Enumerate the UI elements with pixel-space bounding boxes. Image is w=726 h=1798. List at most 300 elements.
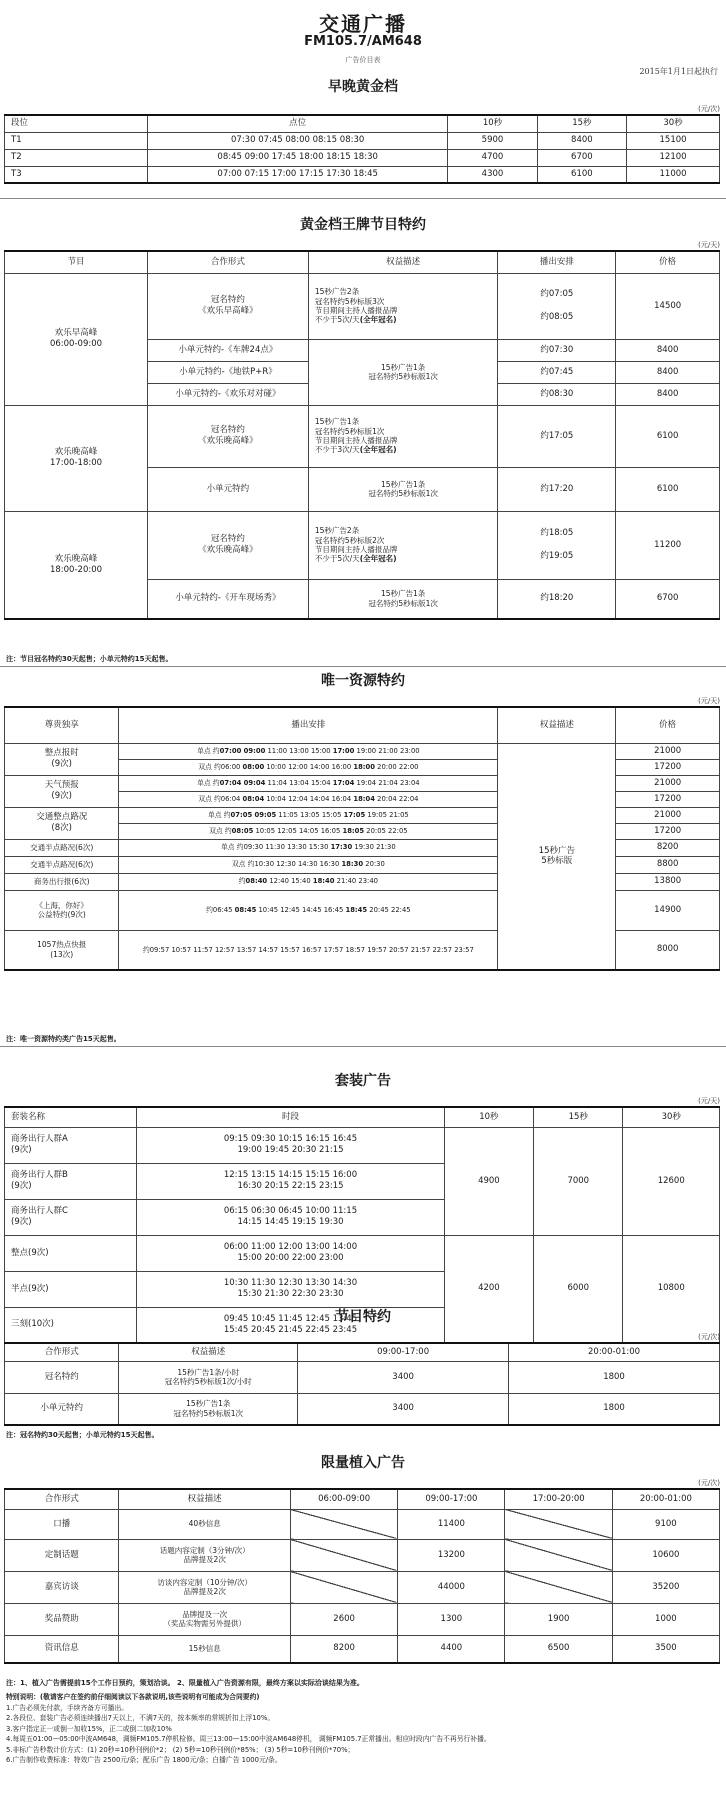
header-cell: 价格 bbox=[616, 707, 720, 743]
header-cell: 合作形式 bbox=[148, 251, 309, 273]
header-cell: 20:00-01:00 bbox=[612, 1489, 719, 1509]
schedule-line: 约08:05 bbox=[540, 312, 574, 322]
resource-name: 《上海，你好》 bbox=[35, 900, 88, 910]
price-cell: 13200 bbox=[398, 1539, 505, 1571]
schedule-cell bbox=[119, 775, 498, 791]
t: 双点 约 bbox=[209, 826, 232, 835]
document-name: 广告价目表 bbox=[345, 56, 381, 64]
t: 19:05 21:05 bbox=[365, 810, 409, 819]
section-title-packages: 套装广告 bbox=[335, 1073, 391, 1089]
price-cell: 4400 bbox=[398, 1635, 505, 1663]
schedule-cell: 约17:20 bbox=[498, 467, 616, 511]
form-cell: 小单元特约-《地铁P+R》 bbox=[148, 361, 309, 383]
benefit-highlight: (全年冠名) bbox=[359, 315, 397, 325]
section-divider bbox=[0, 1046, 726, 1047]
unit-label: (元/天) bbox=[698, 241, 720, 249]
row-cell: 8400 bbox=[537, 132, 626, 149]
row-cell: 5900 bbox=[448, 132, 537, 149]
t: 20:45 22:45 bbox=[367, 905, 411, 914]
section-divider bbox=[0, 666, 726, 667]
t: 18:00 bbox=[353, 762, 375, 771]
resource-name-cell bbox=[5, 890, 119, 930]
price-cell: 17200 bbox=[616, 823, 720, 839]
form-line: 冠名特约 bbox=[210, 534, 245, 545]
resource-name: 天气预报 bbox=[44, 780, 79, 791]
benefit-text: 不少于3次/天 bbox=[314, 445, 360, 455]
effective-date: 2015年1月1日起执行 bbox=[639, 67, 718, 76]
program-time: 17:00-18:00 bbox=[49, 458, 103, 468]
form-cell bbox=[148, 511, 309, 579]
t: 21:40 23:40 bbox=[334, 877, 378, 886]
resource-name-cell: 交通半点路况(6次) bbox=[5, 856, 119, 873]
table-row bbox=[5, 1509, 720, 1539]
t: 10:45 12:45 14:45 16:45 bbox=[256, 905, 346, 914]
t: 20:00 22:00 bbox=[374, 762, 419, 771]
price-cell: 10600 bbox=[612, 1539, 719, 1571]
slot-cell bbox=[137, 1163, 444, 1199]
resource-name-cell bbox=[5, 807, 119, 839]
schedule-line: 约19:05 bbox=[540, 551, 574, 561]
t: 08:45 bbox=[234, 905, 257, 914]
header-cell: 权益描述 bbox=[119, 1343, 298, 1361]
resource-count: (13次) bbox=[50, 949, 74, 959]
price-cell: 6500 bbox=[505, 1635, 612, 1663]
table-row bbox=[5, 1635, 720, 1663]
schedule-cell bbox=[119, 743, 498, 759]
t: 10:05 12:05 14:05 16:05 bbox=[253, 826, 343, 835]
benefit-highlight: (全年冠名) bbox=[359, 445, 397, 455]
notes-line: 2.各段位、套装广告必须连续播出7天以上，不满7天的，按本频率的常规折扣上浮10%。 bbox=[6, 1714, 275, 1723]
row-cell: T3 bbox=[5, 166, 148, 183]
header-cell: 时段 bbox=[137, 1107, 444, 1127]
prime-time-table bbox=[4, 114, 720, 184]
unavailable-cell bbox=[290, 1539, 397, 1571]
package-name-cell: 三刻(10次) bbox=[5, 1307, 137, 1343]
form-cell bbox=[148, 273, 309, 339]
table-row bbox=[5, 1127, 720, 1163]
slot-cell bbox=[137, 1127, 444, 1163]
slot-line: 14:15 14:45 19:15 19:30 bbox=[237, 1217, 344, 1227]
t: 08:00 bbox=[242, 762, 265, 771]
header-cell: 播出安排 bbox=[498, 251, 616, 273]
slot-cell bbox=[137, 1271, 444, 1307]
t: 11:04 13:04 15:04 bbox=[265, 778, 333, 787]
table-row bbox=[5, 1361, 720, 1393]
price-cell: 8400 bbox=[616, 339, 720, 361]
notes-line: 1.广告必须先付款，手续齐备方可播出。 bbox=[6, 1703, 129, 1712]
form-cell: 小单元特约 bbox=[5, 1393, 119, 1425]
table-header-row bbox=[5, 251, 720, 273]
benefit-cell bbox=[119, 1539, 291, 1571]
header-cell: 权益描述 bbox=[119, 1489, 291, 1509]
benefit-line: 15秒广告2条 bbox=[314, 526, 360, 536]
table-row bbox=[5, 405, 720, 467]
section-note: 注：冠名特约30天起售；小单元特约15天起售。 bbox=[6, 1431, 159, 1439]
price-cell: 17200 bbox=[616, 791, 720, 807]
resource-count: (9次) bbox=[51, 759, 72, 769]
benefit-text: 不少于5次/天 bbox=[314, 315, 360, 325]
row-cell: 4300 bbox=[448, 166, 537, 183]
resource-name: 1057热点快报 bbox=[37, 940, 87, 950]
header-cell: 10秒 bbox=[448, 115, 537, 132]
resource-name: 交通整点路况 bbox=[36, 812, 88, 823]
header-cell: 段位 bbox=[5, 115, 148, 132]
row-cell: 6700 bbox=[537, 149, 626, 166]
section-note: 注：唯一资源特约类广告15天起售。 bbox=[6, 1035, 121, 1043]
price-cell: 12600 bbox=[623, 1127, 720, 1235]
t: 12:40 15:40 bbox=[267, 877, 313, 886]
benefit-line: 节目期间主持人播报品牌 bbox=[314, 545, 398, 554]
section-title-prime-time: 早晚黄金档 bbox=[328, 79, 398, 95]
form-cell: 嘉宾访谈 bbox=[5, 1571, 119, 1603]
benefit-line: 访谈内容定制（10分钟/次） bbox=[157, 1577, 252, 1587]
form-line: 《欢乐早高峰》 bbox=[198, 306, 258, 316]
package-name-cell bbox=[5, 1163, 137, 1199]
benefit-line: 15秒广告1条 bbox=[186, 1399, 231, 1409]
t: 08:05 bbox=[231, 826, 254, 835]
benefit-line: 15秒广告1条 bbox=[314, 417, 360, 427]
benefit-line: 15秒广告1条/小时 bbox=[177, 1367, 240, 1377]
unavailable-cell bbox=[290, 1571, 397, 1603]
header-cell: 套装名称 bbox=[5, 1107, 137, 1127]
slot-line: 15:45 20:45 21:45 22:45 23:45 bbox=[223, 1324, 358, 1335]
price-cell: 8400 bbox=[616, 361, 720, 383]
price-cell: 1800 bbox=[509, 1393, 720, 1425]
t: 单点 约 bbox=[207, 810, 231, 819]
program-cell bbox=[5, 273, 148, 405]
t: 约 bbox=[238, 877, 246, 886]
t: 19:00 21:00 23:00 bbox=[354, 746, 420, 755]
section-note: 注：节目冠名特约30天起售；小单元特约15天起售。 bbox=[6, 655, 173, 663]
header-cell: 权益描述 bbox=[308, 251, 497, 273]
table-row bbox=[5, 743, 720, 759]
package-count: (9次) bbox=[11, 1145, 32, 1155]
schedule-cell bbox=[119, 856, 498, 873]
program-sponsorship-table bbox=[4, 250, 720, 620]
schedule-cell bbox=[119, 759, 498, 775]
form-cell bbox=[148, 405, 309, 467]
notes-line: 5.非标广告秒数计价方式：(1) 20秒=10秒刊例价*2； (2) 5秒=10秒刊例价*85%； (3) 5秒=10秒刊例价*70%； bbox=[6, 1745, 355, 1754]
benefit-line bbox=[315, 554, 495, 563]
benefit-line: 冠名特约5秒标版1次/小时 bbox=[164, 1377, 252, 1386]
header-cell: 节目 bbox=[5, 251, 148, 273]
t: 18:04 bbox=[353, 794, 375, 803]
form-cell: 奖品赞助 bbox=[5, 1603, 119, 1635]
schedule-cell bbox=[119, 807, 498, 823]
benefit-line: 冠名特约5秒标版2次 bbox=[314, 535, 385, 545]
form-line: 冠名特约 bbox=[210, 425, 245, 436]
price-cell: 10800 bbox=[623, 1235, 720, 1343]
table-header-row bbox=[5, 115, 720, 132]
header-cell: 15秒 bbox=[537, 115, 626, 132]
slot-cell bbox=[137, 1235, 444, 1271]
price-cell: 6700 bbox=[616, 579, 720, 619]
row-cell: 11000 bbox=[627, 166, 720, 183]
row-cell: T2 bbox=[5, 149, 148, 166]
header-cell: 15秒 bbox=[534, 1107, 623, 1127]
t: 11:05 13:05 15:05 bbox=[276, 810, 344, 819]
benefit-line: 冠名特约5秒标版1次 bbox=[314, 426, 385, 436]
benefit-line: （奖品实物需另外提供） bbox=[163, 1619, 246, 1628]
unavailable-cell bbox=[290, 1509, 397, 1539]
slot-line: 09:15 09:30 10:15 16:15 16:45 bbox=[223, 1134, 358, 1145]
notes-line: 6.广告制作收费标准：特效广告 2500元/条；配乐广告 1800元/条；白播广告 1000元/条。 bbox=[6, 1756, 282, 1765]
resource-name-cell bbox=[5, 930, 119, 970]
price-cell: 8200 bbox=[616, 839, 720, 856]
slot-line: 09:45 10:45 11:45 12:45 13:45 bbox=[223, 1314, 358, 1325]
header-cell: 尊贵独享 bbox=[5, 707, 119, 743]
resource-name-cell bbox=[5, 743, 119, 775]
benefit-line: 品牌提及一次 bbox=[182, 1609, 228, 1619]
package-count: (9次) bbox=[11, 1217, 32, 1227]
benefit-line: 品牌提及2次 bbox=[183, 1555, 226, 1564]
price-cell: 1800 bbox=[509, 1361, 720, 1393]
section-note: 注：1、植入广告需提前15个工作日预约，策划洽谈。 2、限量植入广告资源有限，最终方案以实际洽谈结果为准。 bbox=[6, 1679, 364, 1687]
table-row bbox=[5, 1393, 720, 1425]
benefit-line: 品牌提及2次 bbox=[183, 1587, 226, 1596]
program-cell bbox=[5, 511, 148, 619]
benefit-line: 15秒广告1条 bbox=[380, 589, 426, 599]
price-cell: 44000 bbox=[398, 1571, 505, 1603]
benefit-line: 15秒广告2条 bbox=[314, 287, 360, 297]
table-row bbox=[5, 273, 720, 339]
benefit-line: 节目期间主持人播报品牌 bbox=[314, 306, 398, 315]
price-cell: 1900 bbox=[505, 1603, 612, 1635]
notes-title: 特别说明：(敬请客户在签约前仔细阅读以下各款说明,该些说明有可能成为合同要约) bbox=[6, 1693, 260, 1701]
price-cell: 21000 bbox=[616, 807, 720, 823]
t: 约06:45 bbox=[206, 905, 235, 914]
header-cell: 06:00-09:00 bbox=[290, 1489, 397, 1509]
unit-label: (元/次) bbox=[698, 105, 720, 113]
product-placement-table bbox=[4, 1488, 720, 1664]
package-name: 商务出行人群B bbox=[11, 1170, 68, 1181]
t: 17:00 bbox=[332, 746, 355, 755]
resource-count: (9次) bbox=[51, 791, 72, 801]
benefit-line: 冠名特约5秒标版3次 bbox=[314, 296, 385, 306]
t: 单点 约 bbox=[197, 778, 220, 787]
t: 单点 约 bbox=[197, 746, 220, 755]
header-cell: 价格 bbox=[616, 251, 720, 273]
slot-line: 15:00 20:00 22:00 23:00 bbox=[237, 1253, 344, 1263]
table-row bbox=[5, 1603, 720, 1635]
price-cell: 35200 bbox=[612, 1571, 719, 1603]
benefit-line: 15秒广告1条 bbox=[380, 362, 426, 372]
benefit-cell bbox=[119, 1603, 291, 1635]
row-cell: 15100 bbox=[627, 132, 720, 149]
price-cell: 6000 bbox=[534, 1235, 623, 1343]
row-cell: 4700 bbox=[448, 149, 537, 166]
t: 10:00 12:00 14:00 16:00 bbox=[264, 762, 354, 771]
form-line: 《欢乐晚高峰》 bbox=[198, 436, 258, 446]
benefit-line bbox=[315, 445, 495, 454]
section-title-product-placement: 限量植入广告 bbox=[321, 1455, 405, 1471]
t: 18:30 bbox=[341, 860, 364, 869]
benefit-cell bbox=[498, 743, 616, 970]
header-cell: 播出安排 bbox=[119, 707, 498, 743]
unit-label: (元/次) bbox=[698, 1479, 720, 1487]
section-divider bbox=[0, 198, 726, 199]
section-title-exclusive: 唯一资源特约 bbox=[321, 673, 405, 689]
header-cell: 30秒 bbox=[627, 115, 720, 132]
section-title-program-special: 节目特约 bbox=[335, 1309, 391, 1325]
t: 07:05 09:05 bbox=[230, 810, 277, 819]
price-cell: 21000 bbox=[616, 775, 720, 791]
price-cell: 8000 bbox=[616, 930, 720, 970]
benefit-line: 冠名特约5秒标版1次 bbox=[173, 1408, 244, 1418]
schedule-cell bbox=[498, 273, 616, 339]
t: 17:05 bbox=[343, 810, 366, 819]
program-special-table bbox=[4, 1342, 720, 1426]
schedule-cell: 约07:45 bbox=[498, 361, 616, 383]
benefit-line: 15秒广告 bbox=[538, 845, 575, 856]
form-cell: 小单元特约 bbox=[148, 467, 309, 511]
form-cell: 小单元特约-《开车现场秀》 bbox=[148, 579, 309, 619]
t: 17:04 bbox=[332, 778, 355, 787]
benefit-line: 话题内容定制（3分钟/次） bbox=[159, 1545, 250, 1555]
header-cell: 合作形式 bbox=[5, 1489, 119, 1509]
benefit-line: 节目期间主持人播报品牌 bbox=[314, 436, 398, 445]
resource-name-cell bbox=[5, 775, 119, 807]
form-cell: 小单元特约-《欢乐对对碰》 bbox=[148, 383, 309, 405]
schedule-cell: 约07:30 bbox=[498, 339, 616, 361]
header-cell: 权益描述 bbox=[498, 707, 616, 743]
header-cell: 09:00-17:00 bbox=[398, 1489, 505, 1509]
table-row bbox=[5, 511, 720, 579]
unit-label: (元/天) bbox=[698, 697, 720, 705]
price-cell: 3500 bbox=[612, 1635, 719, 1663]
t: 单点 约09:30 11:30 13:30 15:30 bbox=[221, 843, 331, 852]
t: 17:30 bbox=[330, 843, 353, 852]
t: 18:40 bbox=[312, 877, 335, 886]
price-cell: 4200 bbox=[444, 1235, 533, 1343]
resource-count: 公益特约(9次) bbox=[37, 910, 86, 919]
form-line: 《欢乐晚高峰》 bbox=[198, 545, 258, 555]
slot-line: 16:30 20:15 22:15 23:15 bbox=[237, 1181, 344, 1191]
schedule-line: 约18:05 bbox=[540, 528, 574, 539]
price-cell: 14900 bbox=[616, 890, 720, 930]
price-cell: 6100 bbox=[616, 405, 720, 467]
price-cell: 21000 bbox=[616, 743, 720, 759]
package-name-cell bbox=[5, 1127, 137, 1163]
table-header-row bbox=[5, 1489, 720, 1509]
header-cell: 合作形式 bbox=[5, 1343, 119, 1361]
t: 双点 约06:04 bbox=[198, 794, 243, 803]
price-cell: 3400 bbox=[298, 1361, 509, 1393]
resource-name-cell: 交通半点路况(6次) bbox=[5, 839, 119, 856]
benefit-line: 5秒标版 bbox=[541, 856, 573, 867]
t: 19:30 21:30 bbox=[352, 843, 396, 852]
row-cell: 07:30 07:45 08:00 08:15 08:30 bbox=[148, 132, 448, 149]
table-row bbox=[5, 1571, 720, 1603]
price-cell: 8400 bbox=[616, 383, 720, 405]
t: 08:04 bbox=[242, 794, 265, 803]
package-name-cell: 半点(9次) bbox=[5, 1271, 137, 1307]
price-cell: 11400 bbox=[398, 1509, 505, 1539]
unavailable-cell bbox=[505, 1571, 612, 1603]
t: 19:04 21:04 23:04 bbox=[354, 778, 420, 787]
benefit-line: 冠名特约5秒标版1次 bbox=[368, 598, 438, 608]
price-cell: 2600 bbox=[290, 1603, 397, 1635]
price-cell: 1000 bbox=[612, 1603, 719, 1635]
resource-name: 整点报时 bbox=[44, 748, 79, 759]
notes-line: 3.客户指定正一或倒一加收15%，正二或倒二加收10% bbox=[6, 1724, 172, 1733]
schedule-cell bbox=[119, 890, 498, 930]
benefit-line bbox=[315, 315, 495, 324]
benefit-cell bbox=[308, 273, 497, 339]
package-name-cell bbox=[5, 1199, 137, 1235]
price-cell: 1300 bbox=[398, 1603, 505, 1635]
schedule-cell bbox=[119, 839, 498, 856]
exclusive-resource-table bbox=[4, 706, 720, 971]
package-name: 商务出行人群C bbox=[11, 1206, 68, 1217]
t: 20:30 bbox=[363, 860, 385, 869]
form-cell: 口播 bbox=[5, 1509, 119, 1539]
section-title-program-sponsorship: 黄金档王牌节目特约 bbox=[300, 217, 426, 233]
program-name: 欢乐早高峰 bbox=[54, 328, 98, 339]
package-name: 商务出行人群A bbox=[11, 1134, 68, 1145]
slot-line: 12:15 13:15 14:15 15:15 16:00 bbox=[223, 1170, 358, 1181]
table-row bbox=[5, 166, 720, 183]
benefit-cell bbox=[308, 339, 497, 405]
benefit-line: 冠名特约5秒标版1次 bbox=[368, 489, 438, 498]
benefit-cell bbox=[119, 1571, 291, 1603]
table-header-row bbox=[5, 707, 720, 743]
station-frequency: FM105.7/AM648 bbox=[304, 34, 422, 49]
header-cell: 10秒 bbox=[444, 1107, 533, 1127]
benefit-cell bbox=[119, 1361, 298, 1393]
benefit-cell: 15秒信息 bbox=[119, 1635, 291, 1663]
form-line: 冠名特约 bbox=[210, 295, 245, 306]
row-cell: T1 bbox=[5, 132, 148, 149]
table-row bbox=[5, 1235, 720, 1271]
price-cell: 3400 bbox=[298, 1393, 509, 1425]
benefit-cell: 40秒信息 bbox=[119, 1509, 291, 1539]
schedule-cell bbox=[119, 873, 498, 890]
schedule-cell: 约17:05 bbox=[498, 405, 616, 467]
benefit-cell bbox=[308, 405, 497, 467]
program-time: 06:00-09:00 bbox=[49, 339, 103, 349]
schedule-line: 约07:05 bbox=[540, 289, 574, 300]
t: 18:05 bbox=[342, 826, 365, 835]
benefit-line: 15秒广告1条 bbox=[380, 479, 426, 489]
price-cell: 4900 bbox=[444, 1127, 533, 1235]
header-cell: 09:00-17:00 bbox=[298, 1343, 509, 1361]
schedule-cell: 约09:57 10:57 11:57 12:57 13:57 14:57 15:57 16:57 17:57 18:57 19:57 20:57 21:57 22:57 23:57 bbox=[119, 930, 498, 970]
row-cell: 6100 bbox=[537, 166, 626, 183]
price-cell: 6100 bbox=[616, 467, 720, 511]
notes-line: 4.每周五01:00—05:00中波AM648，调频FM105.7停机检修。周三13:00—15:00中波AM648停机， 调频FM105.7正常播出。相应时段内广告不再另行补播。 bbox=[6, 1735, 491, 1744]
slot-line: 15:30 21:30 22:30 23:30 bbox=[237, 1289, 344, 1299]
program-name: 欢乐晚高峰 bbox=[54, 447, 98, 458]
unavailable-cell bbox=[505, 1509, 612, 1539]
t: 10:04 12:04 14:04 16:04 bbox=[264, 794, 354, 803]
program-cell bbox=[5, 405, 148, 511]
slot-cell bbox=[137, 1199, 444, 1235]
row-cell: 08:45 09:00 17:45 18:00 18:15 18:30 bbox=[148, 149, 448, 166]
table-row bbox=[5, 149, 720, 166]
table-header-row bbox=[5, 1107, 720, 1127]
price-cell: 13800 bbox=[616, 873, 720, 890]
slot-line: 06:15 06:30 06:45 10:00 11:15 bbox=[223, 1206, 358, 1217]
t: 18:45 bbox=[345, 905, 368, 914]
unit-label: (元/天) bbox=[698, 1097, 720, 1105]
station-title: 交通广播 bbox=[319, 12, 407, 36]
price-cell: 7000 bbox=[534, 1127, 623, 1235]
benefit-text: 不少于5次/天 bbox=[314, 554, 360, 564]
form-cell: 小单元特约-《车牌24点》 bbox=[148, 339, 309, 361]
t: 11:00 13:00 15:00 bbox=[265, 746, 333, 755]
slot-line: 10:30 11:30 12:30 13:30 14:30 bbox=[223, 1278, 358, 1289]
